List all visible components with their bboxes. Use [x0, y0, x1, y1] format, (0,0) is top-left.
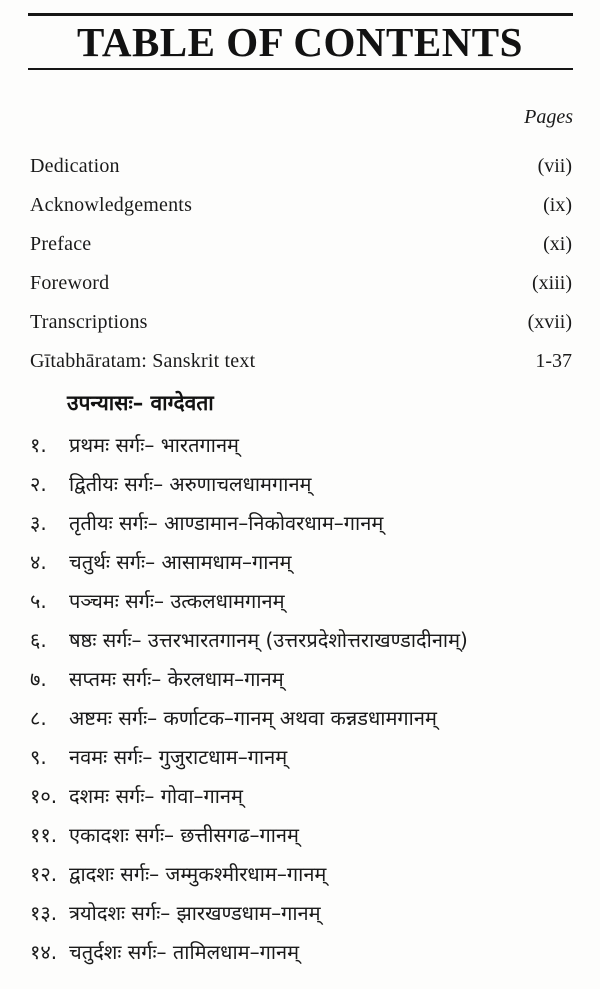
entry-number: २. — [30, 472, 47, 496]
sanskrit-toc-row — [0, 939, 600, 966]
sanskrit-toc-row — [0, 627, 600, 654]
entry-text: अष्टमः सर्गः– कर्णाटक–गानम् अथवा कन्नडधामगानम् — [69, 706, 437, 730]
entry-number: १२. — [30, 862, 58, 886]
toc-entry-page: (vii) — [537, 155, 572, 177]
toc-entry-page: (xvii) — [527, 311, 572, 333]
toc-entry-page: (xi) — [543, 233, 572, 255]
entry-text: त्रयोदशः सर्गः– झारखण्डधाम–गानम् — [69, 901, 321, 925]
toc-row — [0, 310, 600, 334]
toc-entry-label: Foreword — [30, 272, 110, 294]
entry-text: पञ्चमः सर्गः– उत्कलधामगानम् — [69, 589, 285, 613]
sanskrit-toc-row — [0, 588, 600, 615]
entry-number: ३. — [30, 511, 47, 535]
entry-text: षष्ठः सर्गः– उत्तरभारतगानम् (उत्तरप्रदेशोत्तराखण्डादीनाम्) — [69, 628, 468, 652]
entry-text: द्वादशः सर्गः– जम्मुकश्मीरधाम–गानम् — [69, 862, 327, 886]
sanskrit-toc-row — [0, 783, 600, 810]
toc-row — [0, 154, 600, 178]
toc-entry-label: Acknowledgements — [30, 194, 193, 216]
toc-entry-label: Transcriptions — [30, 311, 148, 333]
entry-text: नवमः सर्गः– गुजुराटधाम–गानम् — [69, 745, 288, 769]
toc-entry-page: (ix) — [543, 194, 572, 216]
sanskrit-toc-row — [0, 900, 600, 927]
entry-text: प्रथमः सर्गः– भारतगानम् — [69, 433, 240, 457]
front-matter-list — [0, 154, 600, 373]
entry-text: एकादशः सर्गः– छत्तीसगढ–गानम् — [69, 823, 299, 847]
toc-entry-label: Gītabhāratam: Sanskrit text — [30, 350, 256, 372]
entry-text: दशमः सर्गः– गोवा–गानम् — [69, 784, 243, 808]
entry-text: सप्तमः सर्गः– केरलधाम–गानम् — [69, 667, 284, 691]
sanskrit-toc-row — [0, 510, 600, 537]
entry-number: १४. — [30, 940, 58, 964]
entry-number: ९. — [30, 745, 47, 769]
entry-number: १०. — [30, 784, 58, 808]
sanskrit-toc-row — [0, 705, 600, 732]
entry-number: १३. — [30, 901, 58, 925]
entry-text: चतुर्दशः सर्गः– तामिलधाम–गानम् — [69, 940, 300, 964]
entry-number: ५. — [30, 589, 47, 613]
sanskrit-section-header: उपन्यासः– वाग्देवता — [67, 391, 214, 415]
toc-entry-page: (xiii) — [532, 272, 572, 294]
entry-number: ११. — [30, 823, 58, 847]
toc-page — [0, 13, 600, 989]
sanskrit-toc-list — [0, 432, 600, 966]
sanskrit-toc-row — [0, 822, 600, 849]
sanskrit-toc-row — [0, 549, 600, 576]
entry-text: तृतीयः सर्गः– आण्डामान–निकोवरधाम–गानम् — [69, 511, 384, 535]
entry-text: चतुर्थः सर्गः– आसामधाम–गानम् — [69, 550, 292, 574]
sanskrit-toc-row — [0, 666, 600, 693]
entry-number: ८. — [30, 706, 47, 730]
sanskrit-toc-row — [0, 432, 600, 459]
sanskrit-toc-row — [0, 861, 600, 888]
toc-entry-page: 1-37 — [535, 350, 572, 372]
toc-entry-label: Dedication — [30, 155, 120, 177]
toc-row — [0, 193, 600, 217]
title-rule-bottom — [28, 68, 573, 71]
title-rule-top — [28, 13, 573, 16]
sanskrit-toc-row — [0, 744, 600, 771]
entry-text: द्वितीयः सर्गः– अरुणाचलधामगानम् — [69, 472, 312, 496]
toc-row — [0, 232, 600, 256]
entry-number: ४. — [30, 550, 47, 574]
entry-number: १. — [30, 433, 47, 457]
toc-entry-label: Preface — [30, 233, 92, 255]
toc-row — [0, 271, 600, 295]
entry-number: ७. — [30, 667, 47, 691]
entry-number: ६. — [30, 628, 47, 652]
sanskrit-toc-row — [0, 471, 600, 498]
page-title: TABLE OF CONTENTS — [77, 18, 523, 65]
toc-row — [0, 349, 600, 373]
pages-column-header: Pages — [524, 106, 573, 128]
